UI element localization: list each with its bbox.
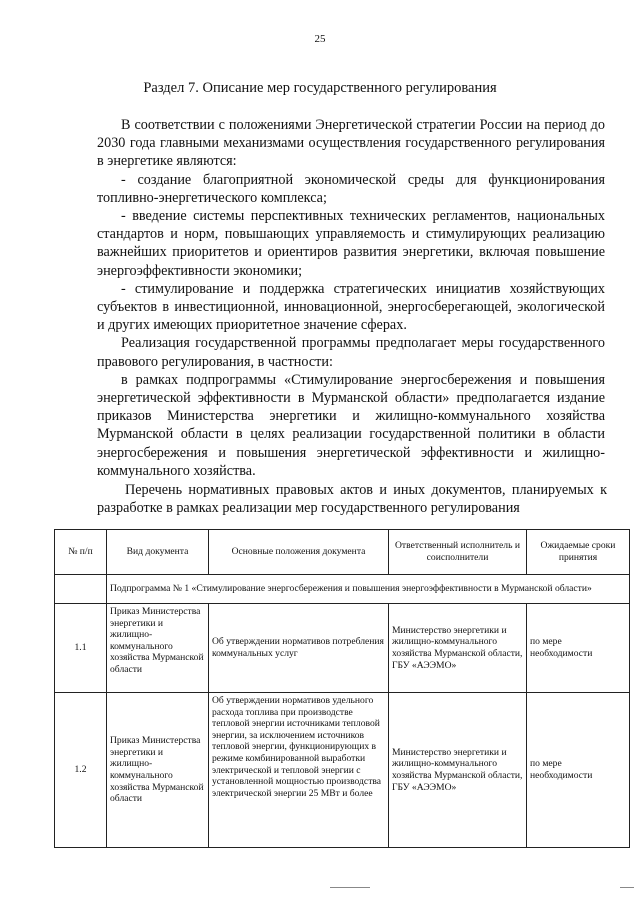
- scan-mark: [330, 887, 370, 888]
- row-num: 1.1: [55, 604, 107, 693]
- regulatory-acts-table: [54, 529, 630, 848]
- row-provisions: Об утверждении нормативов потребления коммунальных услуг: [209, 604, 389, 693]
- paragraph-subprogram: в рамках подпрограммы «Стимулирование энергосбережения и повышения энергетической эффективности в Мурманской области» предполагается издание приказов Министерства энергетики и жилищно-коммунального хозяйства Мурманской области в целях реализации государственной политики в области энергосбережения и повышения энергетической эффективности и жилищно-коммунального хозяйства.: [97, 371, 605, 479]
- section-title: Раздел 7. Описание мер государственного регулирования: [143, 80, 497, 96]
- header-executor: Ответственный исполнитель и соисполнители: [389, 530, 527, 575]
- paragraph-intro: В соответствии с положениями Энергетической стратегии России на период до 2030 года главными механизмами осуществления государственного регулирования в энергетике являются:: [97, 117, 605, 170]
- row-num: 1.2: [55, 693, 107, 848]
- subprogram-row: [55, 575, 630, 604]
- paragraph-realization: Реализация государственной программы предполагает меры государственного правового регулирования, в частности:: [97, 335, 605, 370]
- row-doc-type: Приказ Министерства энергетики и жилищно-коммунального хозяйства Мурманской области: [107, 693, 209, 848]
- list-title: Перечень нормативных правовых актов и иных документов, планируемых к разработке в рамках реализации мер государственного регулирования: [97, 482, 607, 517]
- table-row: [55, 604, 630, 693]
- scan-mark: [620, 887, 634, 888]
- row-deadline: по мере необходимости: [527, 693, 630, 848]
- row-deadline: по мере необходимости: [527, 604, 630, 693]
- table-row: [55, 693, 630, 848]
- row-doc-type: Приказ Министерства энергетики и жилищно-коммунального хозяйства Мурманской области: [107, 604, 209, 693]
- paragraph-item-3: - стимулирование и поддержка стратегических инициатив хозяйствующих субъектов в инвестиционной, инновационной, энергосберегающей, экологической и других имеющих приоритетное значение сферах.: [97, 280, 605, 334]
- row-provisions: Об утверждении нормативов удельного расхода топлива при производстве тепловой энергии источниками тепловой энергии, за исключением источников тепловой энергии, функционирующих в режиме комбинированной выработки электрической и тепловой энергии с установленной мощностью производства электрической энергии 25 МВт и более: [209, 693, 389, 848]
- subprogram-title: Подпрограмма № 1 «Стимулирование энергосбережения и повышения энергоэффективности в Мурманской области»: [107, 575, 630, 604]
- page-number: 25: [314, 33, 326, 45]
- paragraph-item-2: - введение системы перспективных технических регламентов, национальных стандартов и норм, повышающих управляемость и стимулирующих реализацию важнейших приоритетов и ориентиров развития энергетики, включая повышение энергоэффективности экономики;: [97, 208, 605, 279]
- subprogram-empty-cell: [55, 575, 107, 604]
- header-provisions: Основные положения документа: [209, 530, 389, 575]
- table-header-row: [55, 530, 630, 575]
- header-doc-type: Вид документа: [107, 530, 209, 575]
- scan-edge-marks: [0, 887, 640, 897]
- paragraph-item-1: - создание благоприятной экономической среды для функционирования топливно-энергетического комплекса;: [97, 171, 605, 206]
- row-executor: Министерство энергетики и жилищно-коммунального хозяйства Мурманской области, ГБУ «АЭЭМО»: [389, 604, 527, 693]
- header-num: № п/п: [55, 530, 107, 575]
- header-deadline: Ожидаемые сроки принятия: [527, 530, 630, 575]
- body-text: [97, 116, 605, 480]
- row-executor: Министерство энергетики и жилищно-коммунального хозяйства Мурманской области, ГБУ «АЭЭМО»: [389, 693, 527, 848]
